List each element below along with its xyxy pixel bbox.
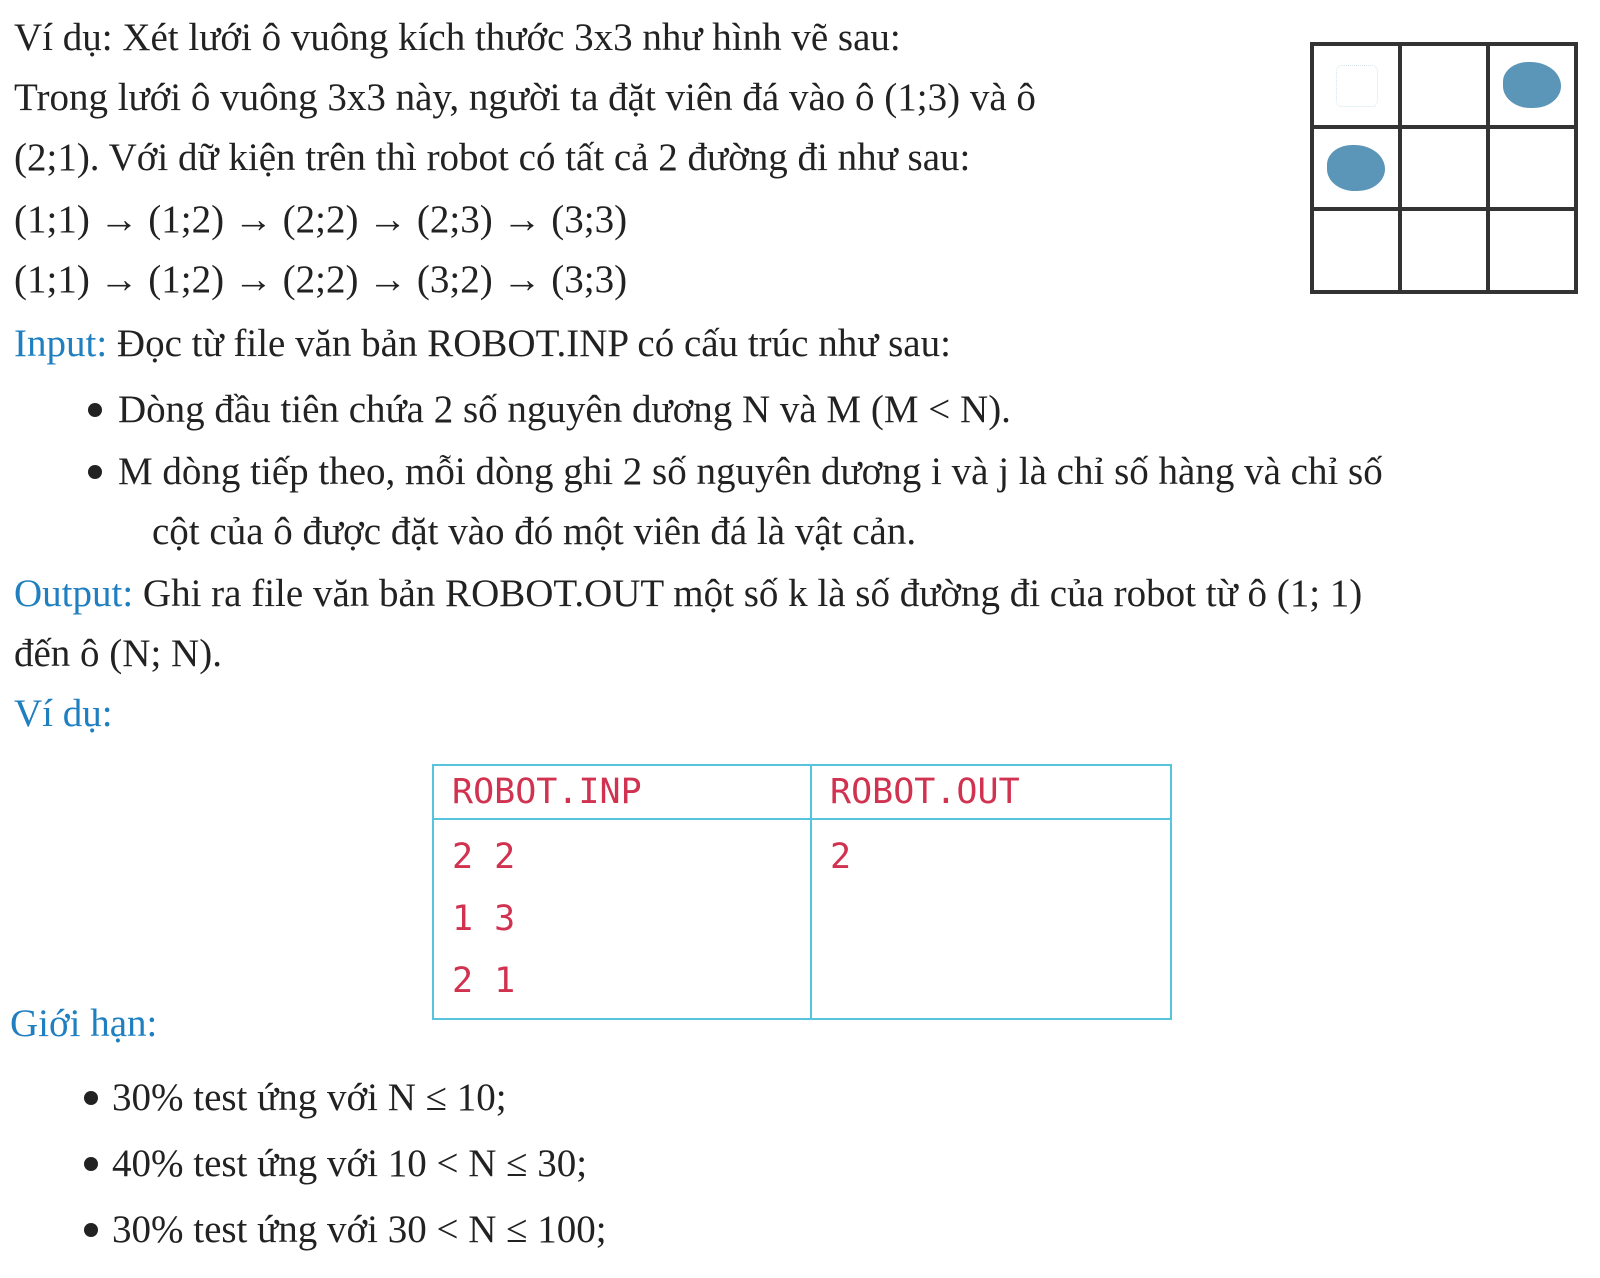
table-row bbox=[433, 819, 1171, 1019]
limit-bullet-1: 30% test ứng với N ≤ 10; bbox=[112, 1076, 507, 1119]
grid-cell-3-3 bbox=[1488, 209, 1576, 292]
bullet-icon bbox=[84, 1157, 98, 1171]
input-bullet-2: M dòng tiếp theo, mỗi dòng ghi 2 số nguyên dương i và j là chỉ số hàng và chỉ số bbox=[118, 450, 1383, 493]
out-line-1: 2 bbox=[830, 837, 852, 877]
stone-icon bbox=[1327, 145, 1385, 191]
input-text: Đọc từ file văn bản ROBOT.INP có cấu trúc như sau: bbox=[116, 322, 951, 365]
grid-figure bbox=[1310, 42, 1578, 294]
limit-bullet-3: 30% test ứng với 30 < N ≤ 100; bbox=[112, 1208, 607, 1251]
bullet-icon bbox=[84, 1223, 98, 1237]
intro-line-3: (2;1). Với dữ kiện trên thì robot có tất cả 2 đường đi như sau: bbox=[14, 136, 971, 179]
path-1: (1;1) → (1;2) → (2;2) → (2;3) → (3;3) bbox=[14, 198, 628, 241]
stone-icon bbox=[1503, 62, 1561, 108]
inp-line-1: 2 2 bbox=[452, 837, 516, 877]
input-section bbox=[14, 320, 951, 368]
example-label: Ví dụ: bbox=[14, 692, 113, 735]
output-text-continued: đến ô (N; N). bbox=[14, 632, 222, 675]
input-bullet-1: Dòng đầu tiên chứa 2 số nguyên dương N và M (M < N). bbox=[118, 388, 1011, 431]
out-cell bbox=[811, 819, 1171, 1019]
grid-cell-1-3 bbox=[1488, 44, 1576, 127]
output-text: Ghi ra file văn bản ROBOT.OUT một số k là số đường đi của robot từ ô (1; 1) bbox=[142, 572, 1363, 615]
bullet-icon bbox=[84, 1091, 98, 1105]
limits-label: Giới hạn: bbox=[10, 1002, 158, 1045]
limit-bullet-2: 40% test ứng với 10 < N ≤ 30; bbox=[112, 1142, 588, 1185]
header-robot-inp: ROBOT.INP bbox=[433, 765, 811, 819]
header-robot-out: ROBOT.OUT bbox=[811, 765, 1171, 819]
input-label: Input: bbox=[14, 322, 108, 365]
bullet-icon bbox=[88, 403, 102, 417]
table-header-row bbox=[433, 765, 1171, 819]
inp-line-2: 1 3 bbox=[452, 899, 516, 939]
intro-line-2: Trong lưới ô vuông 3x3 này, người ta đặt viên đá vào ô (1;3) và ô bbox=[14, 76, 1036, 119]
grid-cell-3-2 bbox=[1400, 209, 1488, 292]
grid-cell-2-3 bbox=[1488, 127, 1576, 210]
inp-cell bbox=[433, 819, 811, 1019]
grid-cell-2-1 bbox=[1312, 127, 1400, 210]
output-section bbox=[14, 570, 1362, 618]
example-table bbox=[432, 764, 1172, 1020]
grid-cell-1-1 bbox=[1312, 44, 1400, 127]
input-bullet-2-continued: cột của ô được đặt vào đó một viên đá là vật cản. bbox=[152, 510, 917, 553]
faint-mark bbox=[1336, 65, 1378, 107]
path-2: (1;1) → (1;2) → (2;2) → (3;2) → (3;3) bbox=[14, 258, 628, 301]
output-label: Output: bbox=[14, 572, 134, 615]
grid-cell-1-2 bbox=[1400, 44, 1488, 127]
intro-line-1: Ví dụ: Xét lưới ô vuông kích thước 3x3 như hình vẽ sau: bbox=[14, 16, 901, 59]
grid-cell-3-1 bbox=[1312, 209, 1400, 292]
inp-line-3: 2 1 bbox=[452, 961, 516, 1001]
bullet-icon bbox=[88, 465, 102, 479]
grid-cell-2-2 bbox=[1400, 127, 1488, 210]
